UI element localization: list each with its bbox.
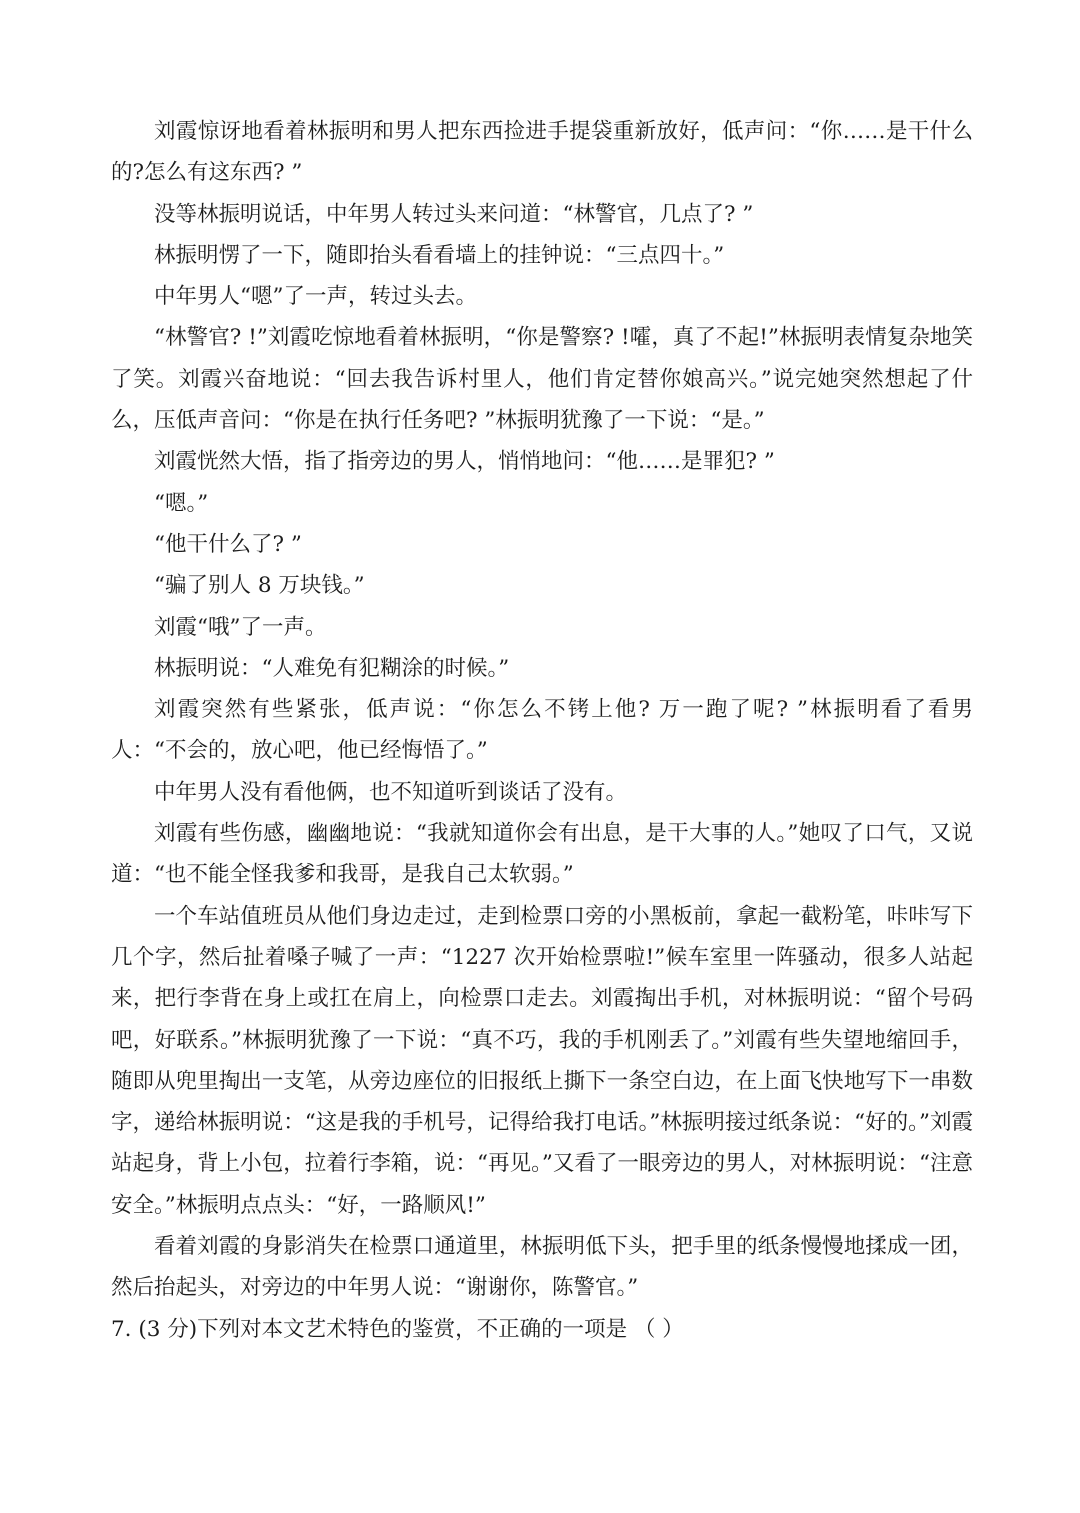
- paragraph-8: “他干什么了? ”: [154, 531, 302, 557]
- paragraph-3: 林振明愣了一下，随即抬头看看墙上的挂钟说：“三点四十。”: [154, 242, 725, 268]
- paragraph-11: 林振明说：“人难免有犯糊涂的时候。”: [154, 655, 510, 681]
- paragraph-9: “骗了别人 8 万块钱。”: [154, 573, 365, 599]
- paragraph-2: 没等林振明说话，中年男人转过头来问道：“林警官，几点了? ”: [154, 201, 754, 227]
- paragraph-4: 中年男人“嗯”了一声，转过头去。: [154, 284, 477, 310]
- paragraph-1: 刘霞惊讶地看着林振明和男人把东西捡进手提袋重新放好，低声问：“你……是干什么的?怎么有这东西? ”: [111, 119, 973, 186]
- paragraph-12: 刘霞突然有些紧张，低声说：“你怎么不铐上他? 万一跑了呢? ”林振明看了看男人：“不会的，放心吧，他已经悔悟了。”: [111, 697, 973, 764]
- paragraph-7: “嗯。”: [154, 490, 209, 516]
- question-7: 7. (3 分)下列对本文艺术特色的鉴赏，不正确的一项是 （ ）: [111, 1316, 684, 1342]
- story-text: [111, 111, 973, 1350]
- paragraph-10: 刘霞“哦”了一声。: [154, 614, 327, 640]
- paragraph-6: 刘霞恍然大悟，指了指旁边的男人，悄悄地问：“他……是罪犯? ”: [154, 449, 775, 475]
- paragraph-13: 中年男人没有看他俩，也不知道听到谈话了没有。: [154, 779, 628, 805]
- paragraph-5: “林警官? !”刘霞吃惊地看着林振明，“你是警察? !嚯，真了不起!”林振明表情复杂地笑了笑。刘霞兴奋地说：“回去我告诉村里人，他们肯定替你娘高兴。”说完她突然想起了什么，压低声音问：“你是在执行任务吧? ”林振明犹豫了一下说：“是。”: [111, 325, 973, 434]
- paragraph-14: 刘霞有些伤感，幽幽地说：“我就知道你会有出息，是干大事的人。”她叹了口气，又说道：“也不能全怪我爹和我哥，是我自己太软弱。”: [111, 821, 973, 888]
- paragraph-15: 一个车站值班员从他们身边走过，走到检票口旁的小黑板前，拿起一截粉笔，咔咔写下几个字，然后扯着嗓子喊了一声：“1227 次开始检票啦!”候车室里一阵骚动，很多人站起来，把行李背在身上或扛在肩上，向检票口走去。刘霞掏出手机，对林振明说：“留个号码吧，好联系。”林振明犹豫了一下说：“真不巧，我的手机刚丢了。”刘霞有些失望地缩回手，随即从兜里掏出一支笔，从旁边座位的旧报纸上撕下一条空白边，在上面飞快地写下一串数字，递给林振明说：“这是我的手机号，记得给我打电话。”林振明接过纸条说：“好的。”刘霞站起身，背上小包，拉着行李箱，说：“再见。”又看了一眼旁边的男人，对林振明说：“注意安全。”林振明点点头：“好，一路顺风!”: [111, 903, 973, 1218]
- paragraph-16: 看着刘霞的身影消失在检票口通道里，林振明低下头，把手里的纸条慢慢地揉成一团，然后抬起头，对旁边的中年男人说：“谢谢你，陈警官。”: [111, 1234, 973, 1301]
